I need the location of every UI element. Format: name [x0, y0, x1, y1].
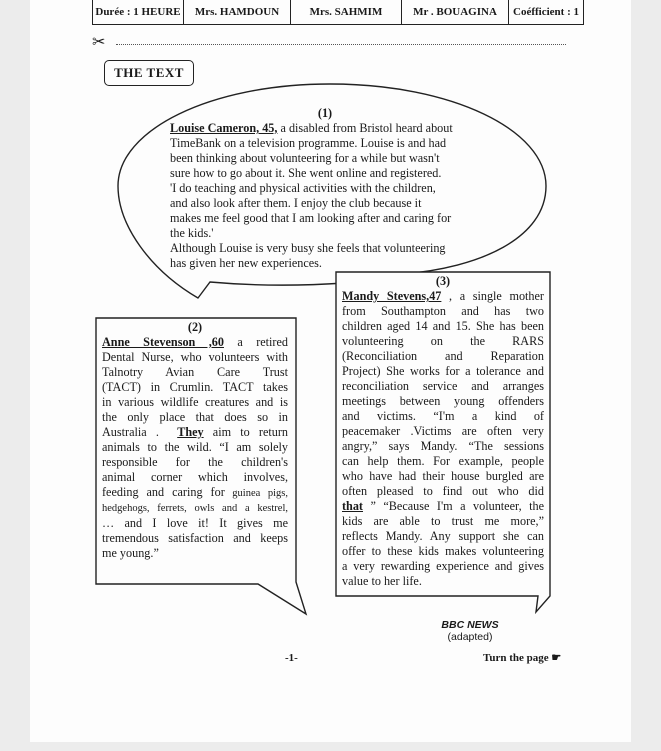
- teacher-hamdoun: Mrs. HAMDOUN: [184, 0, 291, 24]
- text-3-line: Project) She works for a tolerance and: [342, 364, 544, 378]
- text-2-line: in various wildlife creatures and is: [102, 395, 288, 409]
- text-3-name: Mandy Stevens,47: [342, 289, 442, 303]
- text-1-name: Louise Cameron, 45,: [170, 121, 278, 135]
- text-2-line: animals to the wild. “I am solely: [102, 440, 288, 454]
- text-3-line: offer to these kids makes volunteering: [342, 544, 544, 558]
- text-2-line: Australia . They aim to return: [102, 425, 288, 439]
- text-1-line: makes me feel good that I am looking after and caring for: [170, 211, 452, 225]
- text-3-line: Mandy Stevens,47 , a single mother: [342, 289, 544, 303]
- text-3-line: kids are able to trust me more,”: [342, 514, 544, 528]
- text-3-that: that: [342, 499, 363, 513]
- text-2-line: me young.”: [102, 546, 159, 560]
- text-3-line: and victims. “I'm a kind of: [342, 409, 544, 423]
- section-title: THE TEXT: [104, 60, 194, 86]
- page-number: -1-: [285, 652, 298, 664]
- turn-page-note: [483, 651, 561, 664]
- text-2-line: animal corner which involves,: [102, 470, 288, 484]
- text-3-line: meetings between young offenders: [342, 394, 544, 408]
- text-3-line: reconciliation service and arranges: [342, 379, 544, 393]
- text-2-number: (2): [187, 320, 203, 334]
- text-2-line: Dental Nurse, who volunteers with: [102, 350, 288, 364]
- text-1-line: sure how to go about it. She went online and registered.: [170, 166, 442, 180]
- text-1-line: 'I do teaching and physical activities with the children,: [170, 181, 436, 195]
- text-1-line: Although Louise is very busy she feels that volunteering: [170, 241, 446, 255]
- pointing-hand-icon: ☛: [551, 652, 562, 664]
- text-1-line: has given her new experiences.: [170, 256, 322, 270]
- text-2: [102, 320, 288, 561]
- text-3-line: a very rewarding experience and gives: [342, 559, 544, 573]
- text-3: [342, 274, 544, 589]
- text-2-line: hedgehogs, ferrets, owls and a kestrel,: [102, 503, 288, 514]
- text-2-line: Talnotry Avian Care Trust: [102, 365, 288, 379]
- text-3-line: who have had their house burgled are: [342, 469, 544, 483]
- text-3-line: peacemaker .Victims are often very: [342, 424, 544, 438]
- text-3-line: reflects Mandy. Any support she can: [342, 529, 544, 543]
- text-2-line: (TACT) in Crumlin. TACT takes: [102, 380, 288, 394]
- text-2-they: They: [177, 425, 204, 439]
- text-2-line: responsible for the children's: [102, 455, 288, 469]
- duration: Durée : 1 HEURE: [93, 0, 184, 24]
- source-credit: [410, 619, 530, 643]
- text-1-line: and also look after them. I enjoy the club because it: [170, 196, 422, 210]
- text-1-number: (1): [317, 106, 333, 120]
- text-1-line: TimeBank on a television programme. Louise is and had: [170, 136, 447, 150]
- text-1: [170, 106, 480, 271]
- teacher-bouagina: Mr . BOUAGINA: [402, 0, 509, 24]
- text-3-line: children aged 14 and 15. She has been: [342, 319, 544, 333]
- text-3-line: can help them. For example, people: [342, 454, 544, 468]
- text-2-line: tremendous satisfaction and keeps: [102, 531, 288, 545]
- text-3-number: (3): [435, 274, 451, 288]
- scissors-icon: ✂: [92, 34, 106, 51]
- text-3-line: (Reconciliation and Reparation: [342, 349, 544, 363]
- text-3-line: volunteering on the RARS: [342, 334, 544, 348]
- text-2-line: feeding and caring for guinea pigs,: [102, 485, 288, 499]
- text-2-line: Anne Stevenson ,60 a retired: [102, 335, 288, 349]
- text-3-line: that ” “Because I'm a volunteer, the: [342, 499, 544, 513]
- coefficient: Coéfficient : 1: [513, 6, 579, 18]
- teacher-sahmim: Mrs. SAHMIM: [291, 0, 402, 24]
- text-1-line: been thinking about volunteering for a while but wasn't: [170, 151, 440, 165]
- text-2-line: … and I love it! It gives me: [102, 516, 288, 530]
- text-1-line: Louise Cameron, 45, a disabled from Bristol heard about: [170, 121, 453, 135]
- source-name: BBC NEWS: [441, 619, 499, 631]
- text-3-line: from Southampton and has two: [342, 304, 544, 318]
- text-2-line: the only place that does so in: [102, 410, 288, 424]
- turn-page-label: Turn the page: [483, 652, 549, 664]
- text-3-line: angry,” says Mandy. “The sessions: [342, 439, 544, 453]
- source-note: (adapted): [447, 631, 493, 643]
- text-1-line: the kids.': [170, 226, 214, 240]
- text-2-name: Anne Stevenson ,60: [102, 335, 224, 349]
- text-3-line: often pleased to find out who did: [342, 484, 544, 498]
- text-3-line: value to her life.: [342, 574, 422, 588]
